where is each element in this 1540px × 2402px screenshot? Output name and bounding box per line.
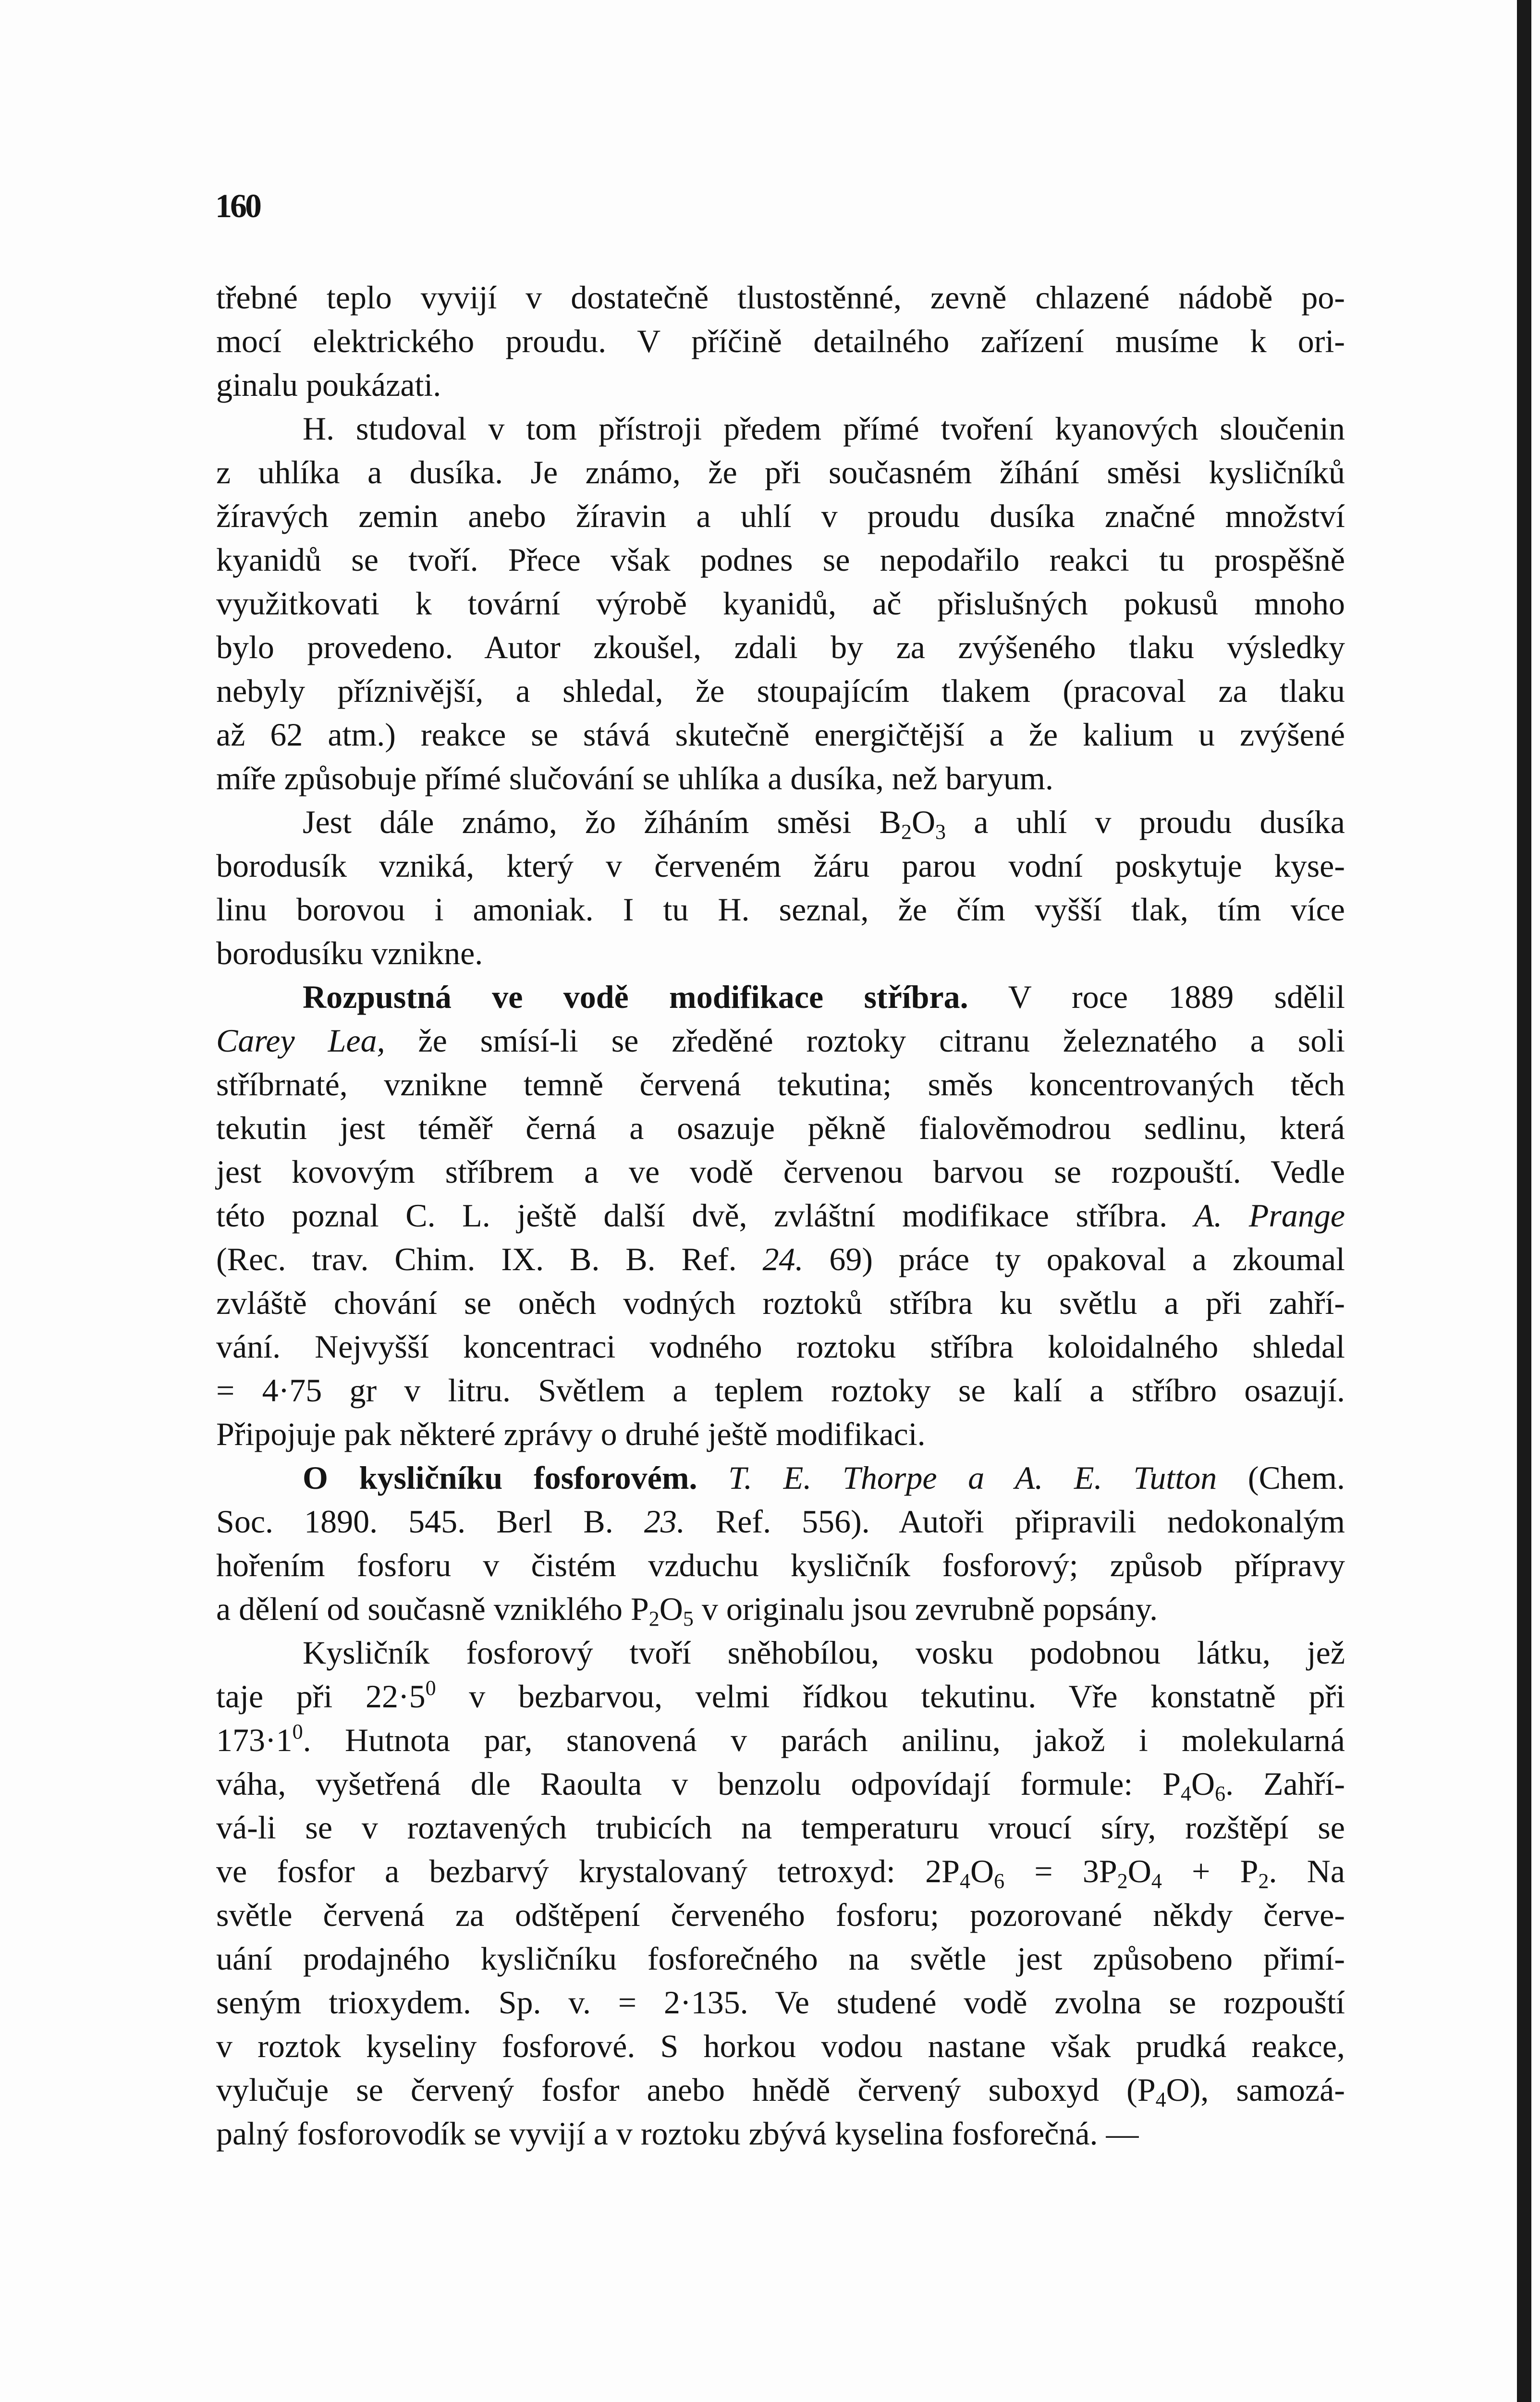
text-line: tekutin jest téměř černá a osazuje pěkně fialověmodrou sedlinu, která — [216, 1110, 1345, 1146]
sup-text: 0 — [292, 1720, 303, 1743]
sub-text: 2 — [648, 1607, 660, 1630]
text-line: kyanidů se tvoří. Přece však podnes se nepodařilo reakci tu prospěšně — [216, 541, 1345, 578]
body-text — [216, 276, 1345, 2156]
text-line: hořením fosforu v čistém vzduchu kysličník fosforový; způsob přípravy — [216, 1547, 1345, 1583]
text-line — [216, 1500, 1345, 1544]
text-run: a dělení od současně vzniklého P — [216, 1591, 649, 1627]
text-line — [216, 1019, 1345, 1063]
text-run: a uhlí v proudu dusíka — [946, 804, 1345, 840]
text-line: nebyly příznivější, a shledal, že stoupajícím tlakem (pracoval za tlaku — [216, 673, 1345, 709]
text-run: 69) práce ty opakoval a zkoumal — [803, 1241, 1345, 1277]
text-line — [216, 1587, 1345, 1631]
sub-text: 3 — [935, 820, 946, 844]
text-run: . Zahří- — [1225, 1765, 1345, 1802]
italic-text: 24. — [762, 1241, 804, 1277]
text-run: Ref. 556). Autoři připravili nedokonalým — [684, 1503, 1345, 1540]
text-line: ginalu poukázati. — [216, 367, 441, 403]
text-line: palný fosforovodík se vyvijí a v roztoku zbývá kyselina fosforečná. — — [216, 2115, 1139, 2152]
text-run: V roce 1889 sdělil — [968, 979, 1345, 1015]
text-run: Soc. 1890. 545. Berl B. — [216, 1503, 644, 1540]
text-run: . Na — [1269, 1853, 1345, 1889]
text-line: linu borovou i amoniak. I tu H. seznal, že čím vyšší tlak, tím více — [216, 891, 1345, 928]
text-run: = 3P — [1004, 1853, 1117, 1889]
bold-text: O kysličníku fosforovém. — [303, 1459, 697, 1496]
text-line: borodusík vzniká, který v červeném žáru parou vodní poskytuje kyse- — [216, 847, 1345, 884]
text-line: vání. Nejvyšší koncentraci vodného roztoku stříbra koloidalného shledal — [216, 1328, 1345, 1365]
sub-text: 4 — [1151, 1869, 1162, 1893]
scan-edge — [1517, 0, 1531, 2402]
text-line — [216, 800, 1345, 844]
text-run: O — [1127, 1853, 1151, 1889]
text-line: mocí elektrického proudu. V příčině detailného zařízení musíme k ori- — [216, 323, 1345, 359]
paragraph — [216, 800, 1345, 975]
text-run: váha, vyšetřená dle Raoulta v benzolu odpovídají formule: P — [216, 1765, 1181, 1802]
text-line: H. studoval v tom přístroji předem přímé tvoření kyanových sloučenin — [303, 410, 1345, 447]
text-run: . Hutnota par, stanovená v parách anilinu, jakož i molekularná — [303, 1722, 1345, 1758]
text-run: O), samozá- — [1166, 2071, 1345, 2108]
sub-text: 6 — [994, 1869, 1005, 1893]
sup-text: 0 — [425, 1676, 436, 1700]
text-line: světle červená za odštěpení červeného fosforu; pozorované někdy červe- — [216, 1897, 1345, 1933]
text-line: vá-li se v roztavených trubicích na temperaturu vroucí síry, rozštěpí se — [216, 1809, 1345, 1846]
sub-text: 5 — [683, 1607, 694, 1630]
text-line — [216, 1675, 1345, 1718]
text-line — [216, 1850, 1345, 1893]
text-line — [216, 2068, 1345, 2112]
text-run: O — [911, 804, 936, 840]
text-line: z uhlíka a dusíka. Je známo, že při současném žíhání směsi kysličníků — [216, 454, 1345, 490]
text-run: v bezbarvou, velmi řídkou tekutinu. Vře konstatně při — [436, 1678, 1345, 1715]
text-run: (Rec. trav. Chim. IX. B. B. Ref. — [216, 1241, 763, 1277]
paragraph — [216, 975, 1345, 1456]
paragraph — [216, 276, 1345, 407]
text-line: žíravých zemin anebo žíravin a uhlí v proudu dusíka značné množství — [216, 498, 1345, 534]
text-line: = 4·75 gr v litru. Světlem a teplem roztoky se kalí a stříbro osazují. — [216, 1372, 1345, 1409]
page-number: 160 — [215, 188, 260, 225]
text-line: seným trioxydem. Sp. v. = 2·135. Ve studené vodě zvolna se rozpouští — [216, 1984, 1345, 2021]
paragraph — [216, 1631, 1345, 2156]
text-line: Kysličník fosforový tvoří sněhobílou, vosku podobnou látku, jež — [303, 1634, 1345, 1671]
text-run: O — [970, 1853, 994, 1889]
text-line: Připojuje pak některé zprávy o druhé ještě modifikaci. — [216, 1416, 926, 1452]
sub-text: 4 — [1181, 1782, 1192, 1805]
text-run: + P — [1161, 1853, 1259, 1889]
text-line: stříbrnaté, vznikne temně červená tekutina; směs koncentrovaných těch — [216, 1066, 1345, 1103]
text-line: jest kovovým stříbrem a ve vodě červenou barvou se rozpouští. Vedle — [216, 1153, 1345, 1190]
text-line: borodusíku vznikne. — [216, 935, 483, 971]
sub-text: 4 — [959, 1869, 970, 1893]
text-line — [216, 1456, 1345, 1500]
text-run: O — [659, 1591, 683, 1627]
text-line: míře způsobuje přímé slučování se uhlíka a dusíka, než baryum. — [216, 760, 1053, 797]
text-run: 173·1 — [216, 1722, 293, 1758]
text-line — [216, 1238, 1345, 1281]
text-run: vylučuje se červený fosfor anebo hnědě červený suboxyd (P — [216, 2071, 1156, 2108]
text-run: že smísí-li se zředěné roztoky citranu železnatého a soli — [385, 1022, 1345, 1059]
italic-text: T. E. Thorpe a A. E. Tutton — [728, 1459, 1217, 1496]
text-run: O — [1191, 1765, 1215, 1802]
text-line — [216, 975, 1345, 1019]
text-run — [697, 1459, 729, 1496]
sub-text: 4 — [1155, 2088, 1166, 2111]
text-line — [216, 1718, 1345, 1762]
text-run: v originalu jsou zevrubně popsány. — [693, 1591, 1158, 1627]
text-run: ve fosfor a bezbarvý krystalovaný tetroxyd: 2P — [216, 1853, 960, 1889]
text-run: Jest dále známo, žo žíháním směsi B — [303, 804, 901, 840]
sub-text: 2 — [901, 820, 912, 844]
sub-text: 2 — [1117, 1869, 1128, 1893]
text-line: třebné teplo vyvijí v dostatečně tlustostěnné, zevně chlazené nádobě po- — [216, 279, 1345, 316]
text-run: taje při 22·5 — [216, 1678, 426, 1715]
paragraph — [216, 1456, 1345, 1631]
text-line: v roztok kyseliny fosforové. S horkou vodou nastane však prudká reakce, — [216, 2028, 1345, 2064]
text-line: bylo provedeno. Autor zkoušel, zdali by za zvýšeného tlaku výsledky — [216, 629, 1345, 665]
paragraph — [216, 407, 1345, 800]
text-line — [216, 1194, 1345, 1238]
text-run: této poznal C. L. ještě další dvě, zvláštní modifikace stříbra. — [216, 1197, 1194, 1234]
text-line: využitkovati k tovární výrobě kyanidů, ač přislušných pokusů mnoho — [216, 585, 1345, 622]
italic-text: A. Prange — [1194, 1197, 1345, 1234]
text-line: uání prodajného kysličníku fosforečného na světle jest způsobeno přimí- — [216, 1940, 1345, 1977]
text-run: (Chem. — [1217, 1459, 1345, 1496]
italic-text: Carey Lea, — [216, 1022, 385, 1059]
text-line: zvláště chování se oněch vodných roztoků stříbra ku světlu a při zahří- — [216, 1285, 1345, 1321]
text-line — [216, 1762, 1345, 1806]
bold-text: Rozpustná ve vodě modifikace stříbra. — [303, 979, 968, 1015]
sub-text: 2 — [1258, 1869, 1269, 1893]
italic-text: 23. — [644, 1503, 685, 1540]
text-line: až 62 atm.) reakce se stává skutečně energičtější a že kalium u zvýšené — [216, 716, 1345, 753]
sub-text: 6 — [1215, 1782, 1226, 1805]
